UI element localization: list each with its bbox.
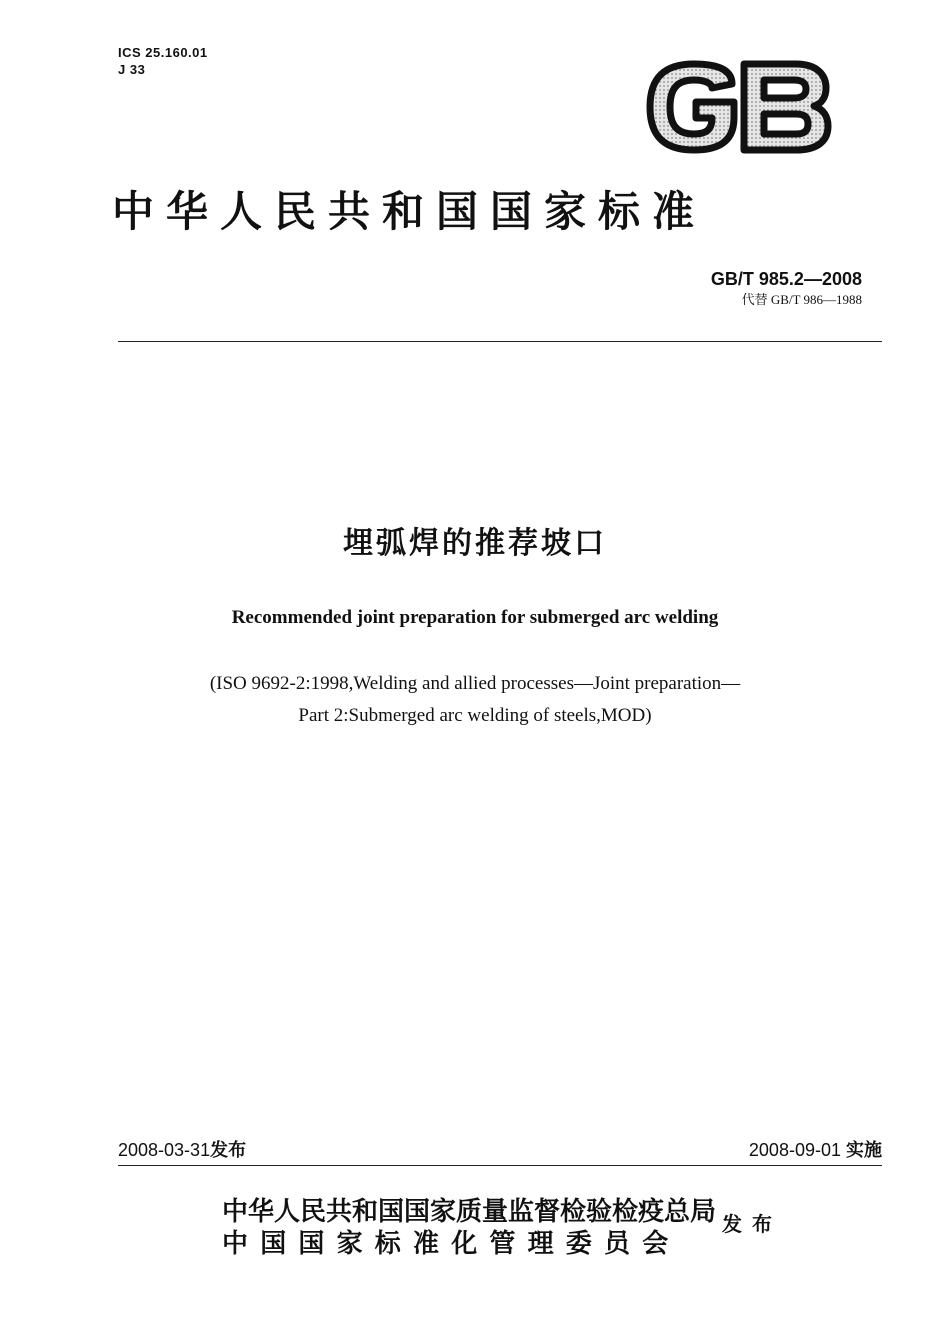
implementation-label: 实施	[846, 1140, 882, 1161]
iso-reference-line-2: Part 2:Submerged arc welding of steels,MOD)	[298, 705, 652, 726]
implementation-date-block	[749, 1138, 882, 1163]
national-standard-title: 中华人民共和国国家标准	[112, 187, 707, 236]
publisher-aqsiq: 中华人民共和国国家质量监督检验检疫总局	[222, 1197, 717, 1227]
gb-standard-logo-icon	[646, 60, 832, 154]
publishers	[222, 1196, 716, 1260]
ccs-code: J 33	[118, 62, 146, 77]
classification-codes	[118, 44, 208, 78]
iso-reference-line-1: (ISO 9692-2:1998,Welding and allied processes—Joint preparation—	[209, 673, 741, 694]
implementation-date: 2008-09-01	[748, 1140, 841, 1160]
replaced-standard: 代替 GB/T 986—1988	[741, 292, 862, 307]
issue-label: 发布	[210, 1140, 247, 1161]
issue-date: 2008-03-31	[118, 1140, 211, 1160]
iso-reference	[0, 668, 950, 732]
publisher-sac: 中国国家标准化管理委员会	[222, 1229, 681, 1259]
standard-number: GB/T 985.2—2008	[710, 269, 862, 289]
publish-label: 发布	[722, 1212, 782, 1236]
top-divider	[118, 341, 882, 342]
bottom-divider	[118, 1165, 882, 1166]
ics-code: ICS 25.160.01	[118, 45, 208, 60]
standard-code	[711, 268, 862, 290]
document-title-chinese: 埋弧焊的推荐坡口	[343, 526, 607, 561]
issue-date-block	[118, 1138, 246, 1163]
document-title-english: Recommended joint preparation for submerged arc welding	[231, 607, 719, 628]
